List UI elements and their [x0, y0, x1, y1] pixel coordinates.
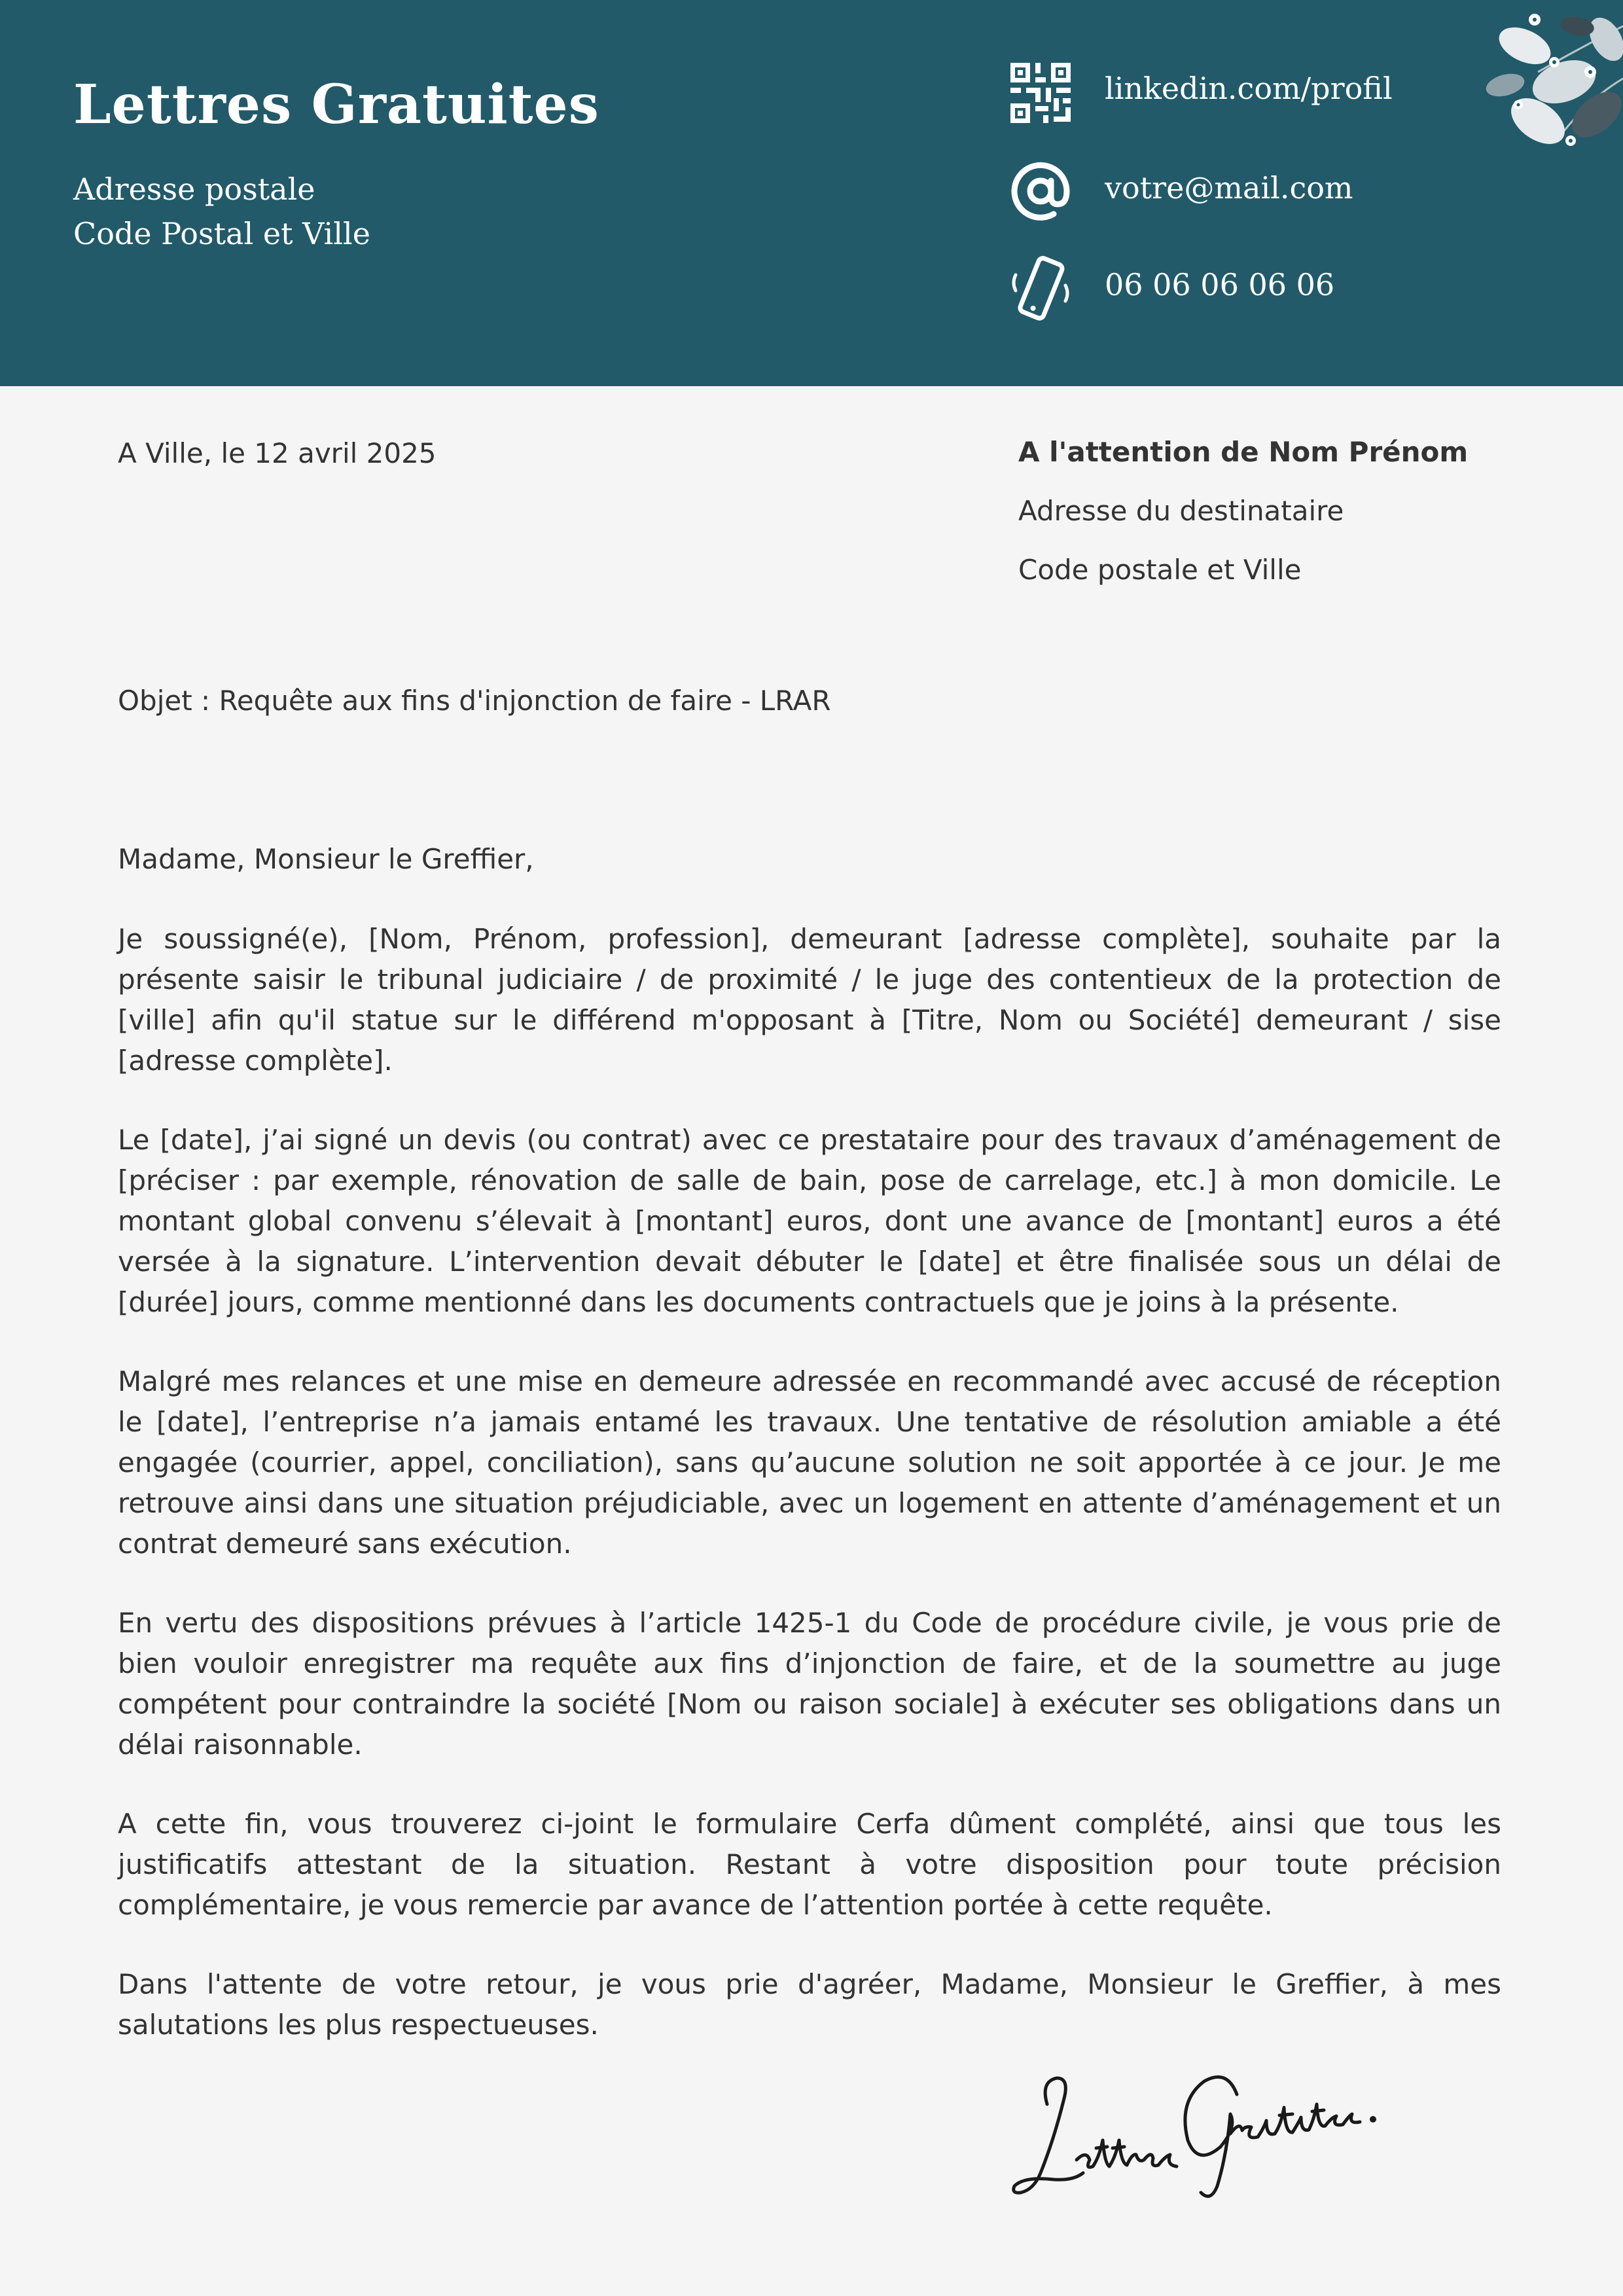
at-sign-icon: [1008, 158, 1073, 224]
linkedin-link[interactable]: linkedin.com/profil: [1105, 71, 1393, 106]
phone-icon: [1008, 255, 1073, 321]
recipient-city: Code postale et Ville: [1018, 554, 1302, 586]
body-paragraph: Le [date], j’ai signé un devis (ou contrat) avec ce prestataire pour des travaux d’aménagement de [préciser : par exemple, rénovation de salle de bain, pose de carrelage, etc.] à mon domicile. Le montant global convenu s’élevait à [montant] euros, dont une avance de [montant] euros a été versée à la signature. L’intervention devait débuter le [date] et être finalisée sous un délai de [durée] jours, comme mentionné dans les documents contractuels que je joins à la présente.: [118, 1124, 1501, 1318]
body-paragraph: Malgré mes relances et une mise en demeure adressée en recommandé avec accusé de réception le [date], l’entreprise n’a jamais entamé les travaux. Une tentative de résolution amiable a été engagée (courrier, appel, conciliation), sans qu’aucune solution ne soit apportée à ce jour. Je me retrouve ainsi dans une situation préjudiciable, avec un logement en attente d’aménagement et un contrat demeuré sans exécution.: [118, 1365, 1501, 1560]
recipient-name: A l'attention de Nom Prénom: [1018, 436, 1469, 468]
handwritten-signature: [1001, 2042, 1394, 2206]
body-paragraph: A cette fin, vous trouverez ci-joint le formulaire Cerfa dûment complété, ainsi que tous les justificatifs attestant de la situation. Restant à votre disposition pour toute précision complémentaire, je vous remercie par avance de l’attention portée à cette requête.: [118, 1808, 1501, 1921]
sender-city: Code Postal et Ville: [73, 216, 370, 251]
letter-header: [0, 0, 1623, 386]
letter-greeting: Madame, Monsieur le Greffier,: [118, 843, 534, 875]
floral-decoration: [1466, 0, 1623, 170]
phone-number: 06 06 06 06 06: [1105, 267, 1335, 302]
sender-address: Adresse postale: [73, 171, 315, 207]
letter-date: A Ville, le 12 avril 2025: [118, 437, 437, 469]
recipient-address: Adresse du destinataire: [1018, 495, 1344, 527]
email-link[interactable]: votre@mail.com: [1105, 170, 1353, 206]
body-paragraph: Dans l'attente de votre retour, je vous prie d'agréer, Madame, Monsieur le Greffier, à mes salutations les plus respectueuses.: [118, 1968, 1501, 2041]
body-paragraph: En vertu des dispositions prévues à l’article 1425-1 du Code de procédure civile, je vous prie de bien vouloir enregistrer ma requête aux fins d’injonction de faire, et de la soumettre au juge compétent pour contraindre la société [Nom ou raison sociale] à exécuter ses obligations dans un délai raisonnable.: [118, 1607, 1501, 1761]
sender-name: Lettres Gratuites: [73, 73, 599, 136]
qr-code-icon: [1008, 60, 1073, 126]
letter-subject: Objet : Requête aux fins d'injonction de faire - LRAR: [118, 685, 831, 717]
body-paragraph: Je soussigné(e), [Nom, Prénom, profession], demeurant [adresse complète], souhaite par la présente saisir le tribunal judiciaire / de proximité / le juge des contentieux de la protection de [ville] afin qu'il statue sur le différend m'opposant à [Titre, Nom ou Société] demeurant / sise [adresse complète].: [118, 923, 1501, 1077]
letter-body: [118, 919, 1501, 2084]
